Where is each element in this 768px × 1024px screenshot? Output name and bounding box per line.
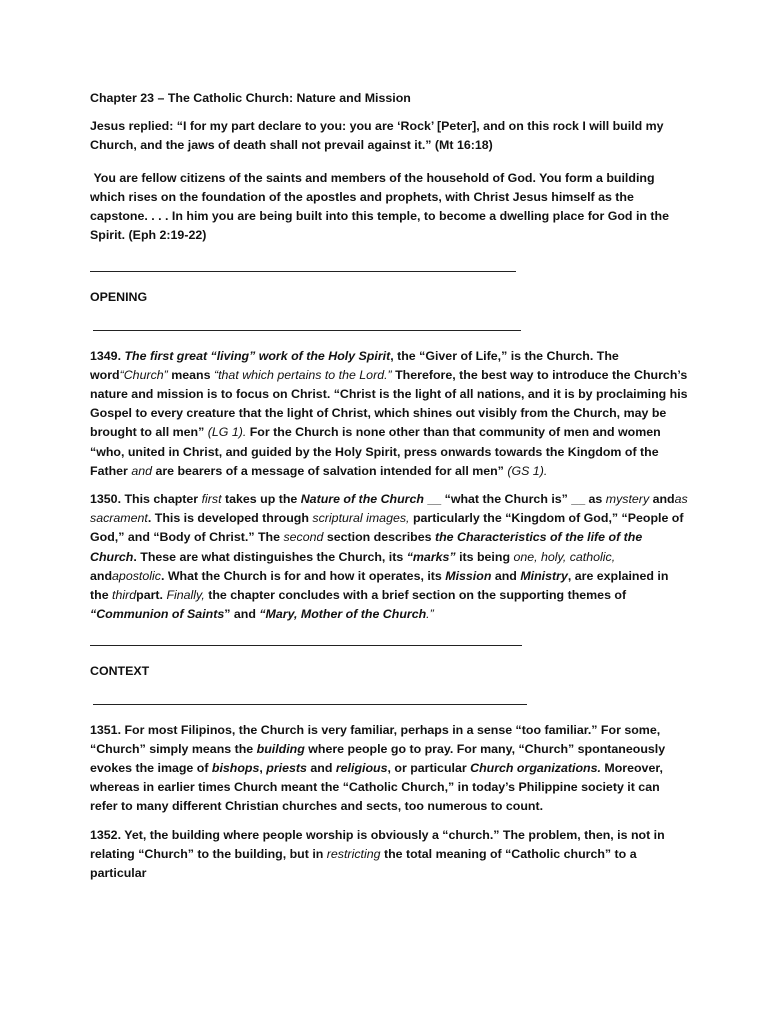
scripture-quote-eph: You are fellow citizens of the saints and members of the household of God. You form a building which rises on the foundation of the apostles and prophets, with Christ Jesus himself as the capstone. . . . In him you are being built into this temple, to become a dwelling place for God in the Spirit. (Eph 2:19-22) [90, 170, 669, 243]
divider-line [90, 692, 690, 711]
chapter-title: Chapter 23 – The Catholic Church: Nature and Mission [90, 91, 411, 105]
scripture-quote-mt: Jesus replied: “I for my part declare to you: you are ‘Rock’ [Peter], and on this rock I will build my Church, and the jaws of death shall not prevail against it.” (Mt 16:18) [90, 119, 664, 153]
heading-context: CONTEXT [90, 664, 150, 679]
paragraph-1351: 1351. For most Filipinos, the Church is very familiar, perhaps in a sense “too familiar.” For some, “Church” simply means the building where people go to pray. For many, “Church” spontaneously evokes the image of bishops, priests and religious, or particular Church organizations. Moreover, whereas in earlier times Church meant the “Catholic Church,” in today’s Philippine society it can refer to many different Christian churches and sects, too numerous to count. [90, 722, 666, 814]
divider-line [90, 318, 690, 337]
paragraph-1349: 1349. The first great “living” work of the Holy Spirit, the “Giver of Life,” is the Church. The word“Church” means “that which pertains to the Lord.” Therefore, the best way to introduce the Church’s nature and mission is to focus on Christ. “Christ is the light of all nations, and it is by proclaiming his Gospel to every creature that the light of Christ, which shines out visibly from the Church, may be brought to all men” (LG 1). For the Church is none other than that community of men and women “who, united in Christ, and guided by the Holy Spirit, press onwards towards the Kingdom of the Father and are bearers of a message of salvation intended for all men” (GS 1). [90, 348, 688, 478]
heading-opening: OPENING [90, 290, 148, 305]
divider-line [90, 633, 690, 652]
document-body [90, 89, 690, 892]
divider-line [90, 259, 690, 278]
paragraph-1350: 1350. This chapter first takes up the Nature of the Church __ “what the Church is” __ as mystery andas sacrament. This is developed through scriptural images, particularly the “Kingdom of God,” “People of God,” and “Body of Christ.” The second section describes the Characteristics of the life of the Church. These are what distinguishes the Church, its “marks” its being one, holy, catholic, andapostolic. What the Church is for and how it operates, its Mission and Ministry, are explained in the thirdpart. Finally, the chapter concludes with a brief section on the supporting themes of “Communion of Saints” and “Mary, Mother of the Church.” [90, 492, 688, 622]
paragraph-1352: 1352. Yet, the building where people worship is obviously a “church.” The problem, then, is not in relating “Church” to the building, but in restricting the total meaning of “Catholic church” to a particular [90, 827, 665, 881]
